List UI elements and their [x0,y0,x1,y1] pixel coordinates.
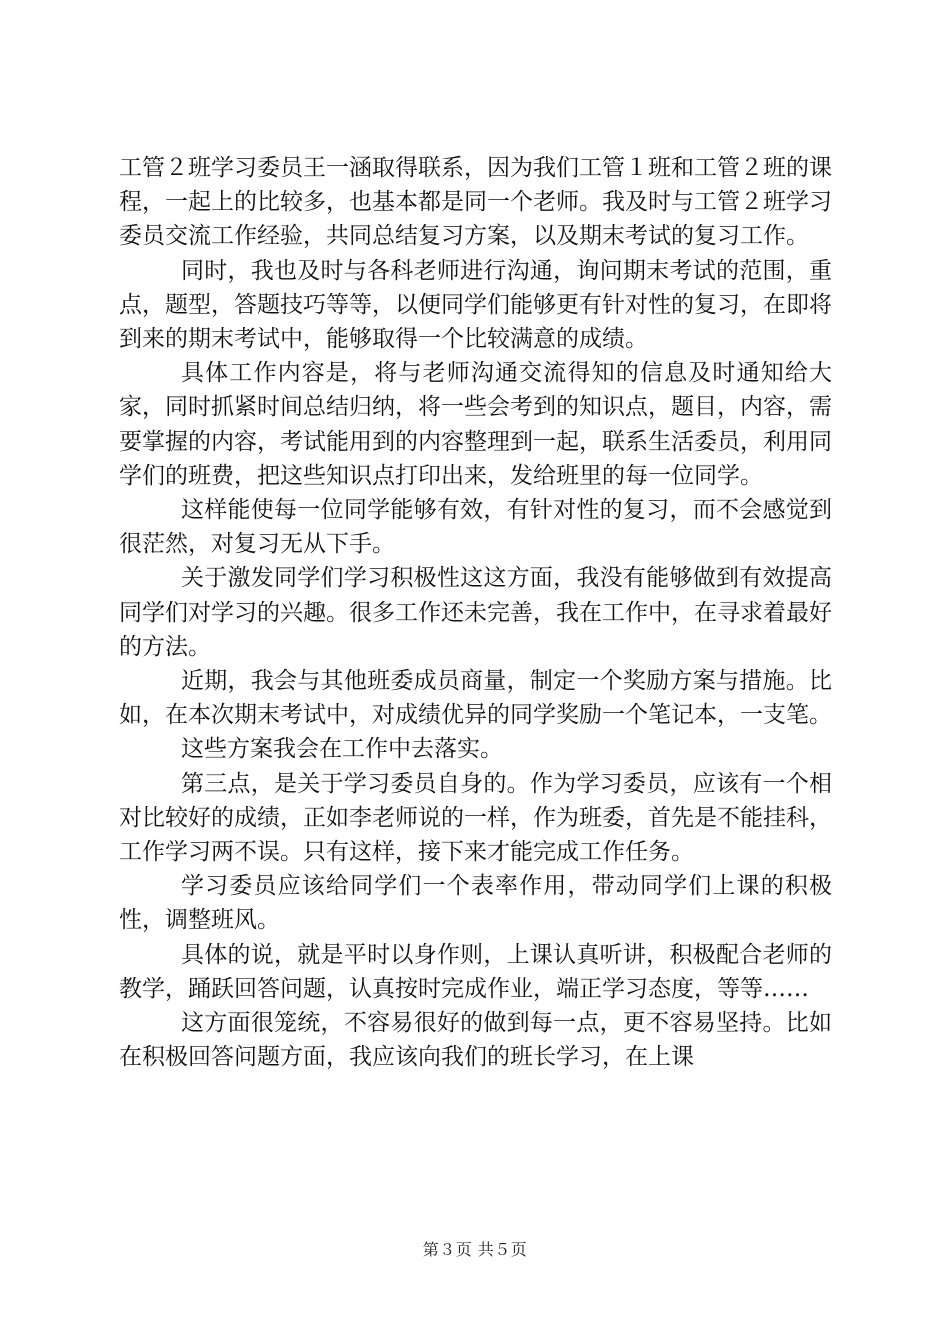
paragraph: 学习委员应该给同学们一个表率作用，带动同学们上课的积极性，调整班风。 [119,873,832,934]
paragraph: 关于激发同学们学习积极性这这方面，我没有能够做到有效提高同学们对学习的兴趣。很多工作还未完善，我在工作中，在寻求着最好的方法。 [119,565,832,660]
paragraph: 工管２班学习委员王一涵取得联系，因为我们工管１班和工管２班的课程，一起上的比较多，也基本都是同一个老师。我及时与工管２班学习委员交流工作经验，共同总结复习方案，以及期末考试的复习工作。 [119,155,832,250]
document-body [119,151,832,1074]
paragraph: 这些方案我会在工作中去落实。 [181,736,503,763]
paragraph: 这方面很笼统，不容易很好的做到每一点，更不容易坚持。比如在积极回答问题方面，我应该向我们的班长学习，在上课 [119,1010,832,1071]
paragraph: 同时，我也及时与各科老师进行沟通，询问期末考试的范围，重点，题型，答题技巧等等，以便同学们能够更有针对性的复习，在即将到来的期末考试中，能够取得一个比较满意的成绩。 [119,257,832,353]
paragraph: 近期，我会与其他班委成员商量，制定一个奖励方案与措施。比如，在本次期末考试中，对成绩优异的同学奖励一个笔记本，一支笔。 [119,668,832,729]
page-footer: 第３页 共５页 [422,1240,528,1259]
paragraph: 具体工作内容是，将与老师沟通交流得知的信息及时通知给大家，同时抓紧时间总结归纳，将一些会考到的知识点，题目，内容，需要掌握的内容，考试能用到的内容整理到一起，联系生活委员，利用同学们的班费，把这些知识点打印出来，发给班里的每一位同学。 [119,360,832,489]
paragraph: 这样能使每一位同学能够有效，有针对性的复习，而不会感觉到很茫然，对复习无从下手。 [119,497,832,558]
paragraph: 第三点，是关于学习委员自身的。作为学习委员，应该有一个相对比较好的成绩，正如李老师说的一样，作为班委，首先是不能挂科，工作学习两不误。只有这样，接下来才能完成工作任务。 [119,770,832,866]
paragraph: 具体的说，就是平时以身作则，上课认真听讲，积极配合老师的教学，踊跃回答问题，认真按时完成作业，端正学习态度，等等…… [119,941,832,1002]
